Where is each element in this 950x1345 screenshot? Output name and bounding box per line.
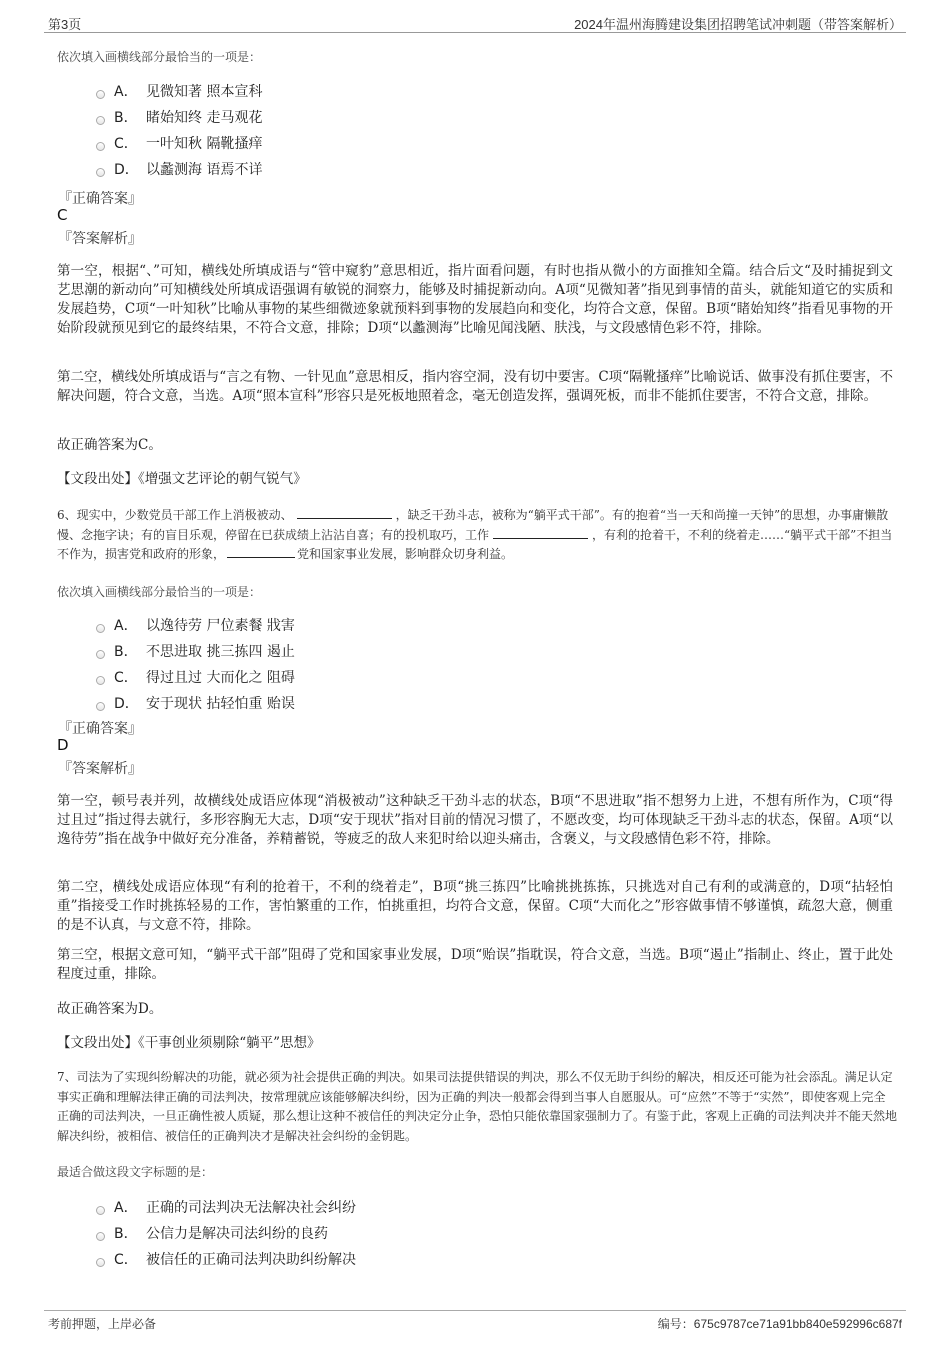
q6-answer: D xyxy=(57,736,69,754)
q7-options xyxy=(96,1194,356,1272)
radio-button[interactable] xyxy=(96,116,105,125)
q6-analysis-label: 『答案解析』 xyxy=(58,761,142,777)
q6-conclusion: 故正确答案为D。 xyxy=(57,1001,163,1017)
q6-prompt: 依次填入画横线部分最恰当的一项是： xyxy=(57,585,262,599)
q7-option-c[interactable]: C． 被信任的正确司法判决助纠纷解决 xyxy=(96,1246,356,1272)
q6-option-d[interactable]: D． 安于现状 拈轻怕重 贻误 xyxy=(96,690,295,716)
q5-conclusion: 故正确答案为C。 xyxy=(57,437,162,453)
q6-options xyxy=(96,612,295,716)
q6-source: 【文段出处】《干事创业须剔除“躺平”思想》 xyxy=(57,1035,321,1051)
q5-analysis-label: 『答案解析』 xyxy=(58,231,142,247)
q7-option-a[interactable]: A． 正确的司法判决无法解决社会纠纷 xyxy=(96,1194,356,1220)
q5-answer-label: 『正确答案』 xyxy=(58,191,142,207)
q5-option-d[interactable]: D． 以蠡测海 语焉不详 xyxy=(96,156,262,182)
q7-option-b[interactable]: B． 公信力是解决司法纠纷的良药 xyxy=(96,1220,356,1246)
q5-prompt: 依次填入画横线部分最恰当的一项是： xyxy=(57,50,262,64)
q5-option-a[interactable]: A． 见微知著 照本宣科 xyxy=(96,78,262,104)
q6-text: 6、现实中，少数党员干部工作上消极被动、 ，缺乏干劲斗志，被称为“躺平式干部”。有的抱着“当一天和尚撞一天钟”的思想，办事庸懒散慢、念拖字诀；有的盲目乐观，停留在已获成绩上沾沾自喜；有的投机取巧，工作 ，有利的抢着干，不利的绕着走……“躺平式干部”不担当不作为，损害党和政府的形象， 党和国家事业发展，影响群众切身利益。 xyxy=(57,508,893,561)
blank-2 xyxy=(493,526,588,539)
radio-button[interactable] xyxy=(96,90,105,99)
radio-button[interactable] xyxy=(96,702,105,711)
q7-text: 7、司法为了实现纠纷解决的功能，就必须为社会提供正确的判决。如果司法提供错误的判决，那么不仅无助于纠纷的解决，相反还可能为社会添乱。满足认定事实正确和理解法律正确的司法判决，按常理就应该能够解决纠纷，因为正确的判决一般都会得到当事人自愿服从。可“应然”不等于“实然”，即使客观上完全正确的司法判决，一旦正确性被人质疑，那么想让这种不被信任的判决定分止争，恐怕只能依靠国家强制力了。有鉴于此，客观上正确的司法判决并不能天然地解决纠纷，被相信、被信任的正确判决才是解决社会纠纷的金钥匙。 xyxy=(57,1070,898,1143)
radio-button[interactable] xyxy=(96,1206,105,1215)
q6-option-a[interactable]: A． 以逸待劳 尸位素餐 戕害 xyxy=(96,612,295,638)
q5-analysis-p2: 第二空，横线处所填成语与“言之有物、一针见血”意思相反，指内容空洞，没有切中要害。C项“隔靴搔痒”比喻说话、做事没有抓住要害，不解决问题，符合文意，当选。A项“照本宣科”形容只是死板地照着念，毫无创造发挥，强调死板，而非不能抓住要害，不符合文意，排除。 xyxy=(57,369,893,404)
serial-number: 编号：675c9787ce71a91bb840e592996c687f xyxy=(657,1317,902,1331)
q5-answer: C xyxy=(57,206,68,224)
blank-1 xyxy=(297,506,392,519)
radio-button[interactable] xyxy=(96,650,105,659)
document-title: 2024年温州海腾建设集团招聘笔试冲刺题（带答案解析） xyxy=(574,17,902,32)
q5-option-b[interactable]: B． 睹始知终 走马观花 xyxy=(96,104,262,130)
radio-button[interactable] xyxy=(96,676,105,685)
q6-option-c[interactable]: C． 得过且过 大而化之 阻碍 xyxy=(96,664,295,690)
q5-analysis-p1: 第一空，根据“、”可知，横线处所填成语与“管中窥豹”意思相近，指片面看问题，有时也指从微小的方面推知全篇。结合后文“及时捕捉到文艺思潮的新动向”可知横线处所填成语强调有敏锐的洞察力，能够及时捕捉新动向。A项“见微知著”指见到事情的苗头，就能知道它的实质和发展趋势，C项“一叶知秋”比喻从事物的某些细微迹象就预料到事物的发展趋向和变化，均符合文意，保留。B项“睹始知终”指看见事物的开始阶段就预见到它的最终结果，不符合文意，排除；D项“以蠡测海”比喻见闻浅陋、肤浅，与文段感情色彩不符，排除。 xyxy=(57,263,893,336)
q7-prompt: 最适合做这段文字标题的是： xyxy=(57,1165,214,1179)
page-number: 第3页 xyxy=(48,17,82,32)
q5-options xyxy=(96,78,262,182)
radio-button[interactable] xyxy=(96,168,105,177)
radio-button[interactable] xyxy=(96,1258,105,1267)
q5-option-c[interactable]: C． 一叶知秋 隔靴搔痒 xyxy=(96,130,262,156)
page-header xyxy=(44,12,906,33)
q6-analysis-p3: 第三空，根据文意可知，“躺平式干部”阻碍了党和国家事业发展，D项“贻误”指耽误，符合文意，当选。B项“遏止”指制止、终止，置于此处程度过重，排除。 xyxy=(57,947,893,982)
radio-button[interactable] xyxy=(96,1232,105,1241)
q6-option-b[interactable]: B． 不思进取 挑三拣四 遏止 xyxy=(96,638,295,664)
radio-button[interactable] xyxy=(96,142,105,151)
radio-button[interactable] xyxy=(96,624,105,633)
blank-3 xyxy=(227,545,295,558)
q6-analysis-p2: 第二空，横线处成语应体现“有利的抢着干，不利的绕着走”，B项“挑三拣四”比喻挑挑拣拣，只挑选对自己有利的或满意的，D项“拈轻怕重”指接受工作时挑拣轻易的工作，害怕繁重的工作，怕挑重担，均符合文意，保留。C项“大而化之”形容做事情不够谨慎，疏忽大意，侧重的是不认真，与文意不符，排除。 xyxy=(57,879,893,933)
q6-answer-label: 『正确答案』 xyxy=(58,721,142,737)
q5-source: 【文段出处】《增强文艺评论的朝气锐气》 xyxy=(57,471,307,487)
page-footer xyxy=(44,1310,906,1331)
footer-slogan: 考前押题，上岸必备 xyxy=(48,1317,157,1331)
q6-analysis-p1: 第一空，顿号表并列，故横线处成语应体现“消极被动”这种缺乏干劲斗志的状态，B项“不思进取”指不想努力上进，不想有所作为，C项“得过且过”指过得去就行，多形容胸无大志，D项“安于现状”指对目前的情况习惯了，不愿改变，均可体现缺乏干劲斗志的状态，保留。A项“以逸待劳”指在战争中做好充分准备，养精蓄锐，等疲乏的敌人来犯时给以迎头痛击，含褒义，与文段感情色彩不符，排除。 xyxy=(57,793,893,847)
